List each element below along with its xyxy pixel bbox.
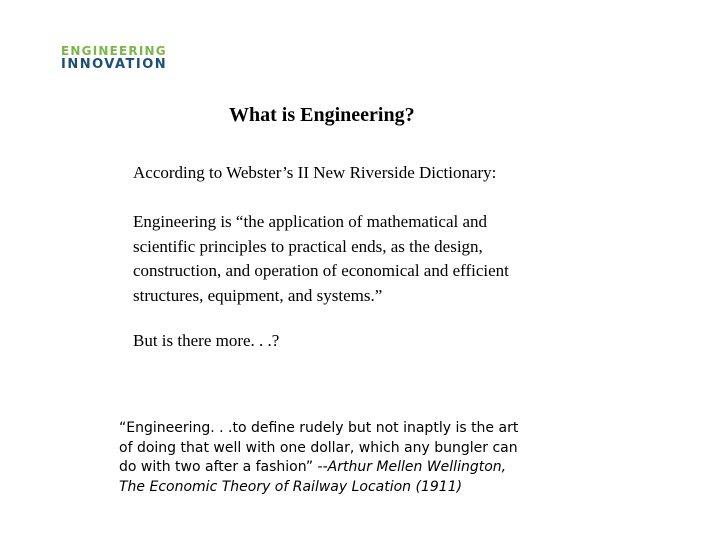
dictionary-source: According to Webster’s II New Riverside Dictionary: (133, 163, 497, 182)
quote-line: of doing that well with one dollar, which any bungler can (119, 439, 518, 456)
quote-source-title: The Economic Theory of Railway Location (1911) (119, 478, 463, 495)
quote-line: “Engineering. . .to define rudely but not inaptly is the art (119, 420, 519, 436)
definition-line: structures, equipment, and systems.” (133, 285, 383, 305)
quote-line (119, 458, 589, 478)
definition-line: scientific principles to practical ends, as the design, (133, 236, 483, 256)
definition-line: Engineering is “the application of mathematical and (133, 212, 488, 231)
definition-text (133, 210, 603, 308)
definition-line: construction, and operation of economical and efficient (133, 261, 509, 280)
logo-line-engineering: ENGINEERING (61, 44, 167, 58)
question-text: But is there more. . .? (133, 331, 280, 350)
quote-attribution: Arthur Mellen Wellington, (327, 459, 507, 475)
logo-line-innovation: INNOVATION (61, 57, 168, 72)
quote-text: do with two after a fashion” -- (119, 459, 328, 475)
wellington-quote (119, 419, 589, 497)
logo (61, 45, 196, 73)
slide-title: What is Engineering? (229, 104, 415, 126)
